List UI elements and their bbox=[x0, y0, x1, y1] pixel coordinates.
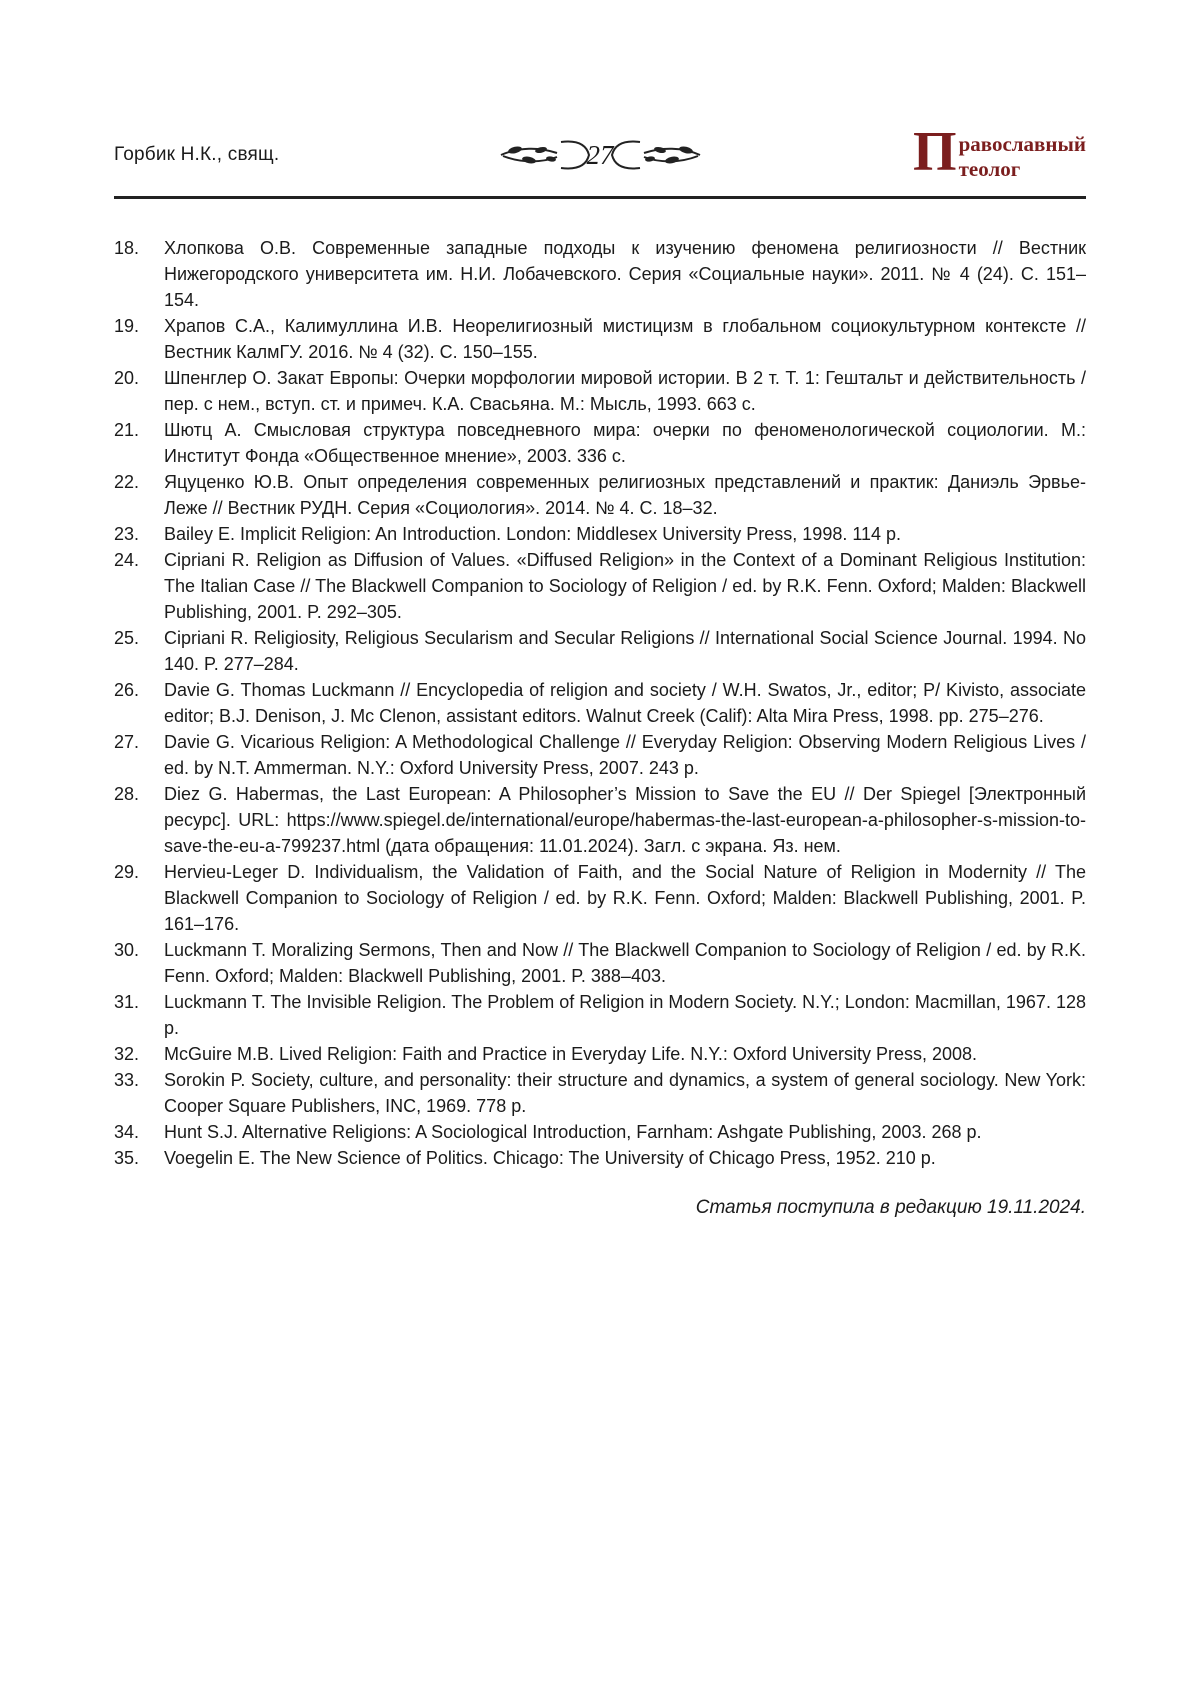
reference-item bbox=[114, 989, 1086, 1041]
reference-text: Хлопкова О.В. Современные западные подходы к изучению феномена религиозности // Вестник Нижегородского университета им. Н.И. Лобачевского. Серия «Социальные науки». 2011. № 4 (24). С. 151–154. bbox=[164, 238, 1086, 310]
reference-item bbox=[114, 625, 1086, 677]
reference-number: 21. bbox=[114, 420, 140, 440]
journal-logo-line1: равославный bbox=[958, 131, 1086, 156]
reference-number: 31. bbox=[114, 992, 140, 1012]
reference-text: Шютц А. Смысловая структура повседневного мира: очерки по феноменологической социологии. М.: Институт Фонда «Общественное мнение», 2003. 336 с. bbox=[164, 420, 1086, 466]
reference-item bbox=[114, 859, 1086, 937]
reference-item bbox=[114, 417, 1086, 469]
reference-item bbox=[114, 1067, 1086, 1119]
reference-item bbox=[114, 547, 1086, 625]
reference-text: Luckmann T. The Invisible Religion. The Problem of Religion in Modern Society. N.Y.; London: Macmillan, 1967. 128 p. bbox=[164, 992, 1086, 1038]
reference-text: Cipriani R. Religion as Diffusion of Values. «Diffused Religion» in the Context of a Dominant Religious Institution: The Italian Case // The Blackwell Companion to Sociology of Religion / ed. by R.K. Fenn. Oxford; Malden: Blackwell Publishing, 2001. P. 292–305. bbox=[164, 550, 1086, 622]
running-head-author: Горбик Н.К., свящ. bbox=[114, 144, 280, 165]
page-header bbox=[114, 120, 1086, 184]
reference-text: Bailey E. Implicit Religion: An Introduction. London: Middlesex University Press, 1998. 114 p. bbox=[164, 524, 902, 544]
reference-text: Храпов С.А., Калимуллина И.В. Неорелигиозный мистицизм в глобальном социокультурном контексте // Вестник КалмГУ. 2016. № 4 (32). С. 150–155. bbox=[164, 316, 1086, 362]
journal-logo-line2: теолог bbox=[958, 156, 1021, 181]
reference-number: 18. bbox=[114, 238, 140, 258]
reference-text: Шпенглер О. Закат Европы: Очерки морфологии мировой истории. В 2 т. Т. 1: Гештальт и действительность / пер. с нем., вступ. ст. и примеч. К.А. Свасьяна. М.: Мысль, 1993. 663 с. bbox=[164, 368, 1086, 414]
reference-number: 23. bbox=[114, 524, 140, 544]
page-number-ornament bbox=[499, 137, 702, 173]
journal-logo-initial: П bbox=[913, 120, 957, 183]
reference-item bbox=[114, 313, 1086, 365]
header-rule bbox=[114, 196, 1086, 199]
submission-note: Статья поступила в редакцию 19.11.2024. bbox=[695, 1197, 1086, 1218]
reference-text: Яцуценко Ю.В. Опыт определения современных религиозных представлений и практик: Даниэль Эрвье-Леже // Вестник РУДН. Серия «Социология». 2014. № 4. С. 18–32. bbox=[164, 472, 1086, 518]
flourish-left-icon bbox=[499, 137, 591, 173]
reference-number: 26. bbox=[114, 680, 140, 700]
reference-item bbox=[114, 1119, 1086, 1145]
reference-number: 25. bbox=[114, 628, 140, 648]
reference-text: Sorokin P. Society, culture, and personality: their structure and dynamics, a system of general sociology. New York: Cooper Square Publishers, INC, 1969. 778 p. bbox=[164, 1070, 1086, 1116]
reference-number: 34. bbox=[114, 1122, 140, 1142]
reference-item bbox=[114, 1145, 1086, 1171]
reference-text: McGuire M.B. Lived Religion: Faith and Practice in Everyday Life. N.Y.: Oxford University Press, 2008. bbox=[164, 1044, 978, 1064]
reference-number: 29. bbox=[114, 862, 140, 882]
reference-number: 24. bbox=[114, 550, 140, 570]
reference-item bbox=[114, 521, 1086, 547]
reference-item bbox=[114, 729, 1086, 781]
reference-text: Luckmann T. Moralizing Sermons, Then and Now // The Blackwell Companion to Sociology of Religion / ed. by R.K. Fenn. Oxford; Malden: Blackwell Publishing, 2001. P. 388–403. bbox=[164, 940, 1086, 986]
page-number: 27 bbox=[586, 139, 614, 170]
reference-text: Hunt S.J. Alternative Religions: A Sociological Introduction, Farnham: Ashgate Publishing, 2003. 268 p. bbox=[164, 1122, 982, 1142]
reference-number: 27. bbox=[114, 732, 140, 752]
reference-number: 22. bbox=[114, 472, 140, 492]
reference-item bbox=[114, 677, 1086, 729]
reference-text: Davie G. Thomas Luckmann // Encyclopedia of religion and society / W.H. Swatos, Jr., editor; P/ Kivisto, associate editor; B.J. Denison, J. Mc Clenon, assistant editors. Walnut Creek (Calif): Alta Mira Press, 1998. pp. 275–276. bbox=[164, 680, 1086, 726]
reference-item bbox=[114, 469, 1086, 521]
reference-number: 28. bbox=[114, 784, 140, 804]
reference-item bbox=[114, 1041, 1086, 1067]
reference-item bbox=[114, 235, 1086, 313]
reference-number: 35. bbox=[114, 1148, 140, 1168]
reference-number: 32. bbox=[114, 1044, 140, 1064]
journal-logo-title bbox=[959, 132, 1086, 182]
reference-number: 30. bbox=[114, 940, 140, 960]
flourish-right-icon bbox=[610, 137, 702, 173]
reference-item bbox=[114, 365, 1086, 417]
reference-text: Diez G. Habermas, the Last European: A Philosopher’s Mission to Save the EU // Der Spiegel [Электронный ресурс]. URL: https://www.spiegel.de/international/europe/habermas-the-last-european-a-philosopher-s-mission-to-save-the-eu-a-799237.html (дата обращения: 11.01.2024). Загл. с экрана. Яз. нем. bbox=[164, 784, 1086, 856]
reference-number: 33. bbox=[114, 1070, 140, 1090]
reference-text: Hervieu-Leger D. Individualism, the Validation of Faith, and the Social Nature of Religion in Modernity // The Blackwell Companion to Sociology of Religion / ed. by R.K. Fenn. Oxford; Malden: Blackwell Publishing, 2001. P. 161–176. bbox=[164, 862, 1086, 934]
reference-text: Davie G. Vicarious Religion: A Methodological Challenge // Everyday Religion: Observing Modern Religious Lives / ed. by N.T. Ammerman. N.Y.: Oxford University Press, 2007. 243 p. bbox=[164, 732, 1086, 778]
reference-number: 20. bbox=[114, 368, 140, 388]
reference-number: 19. bbox=[114, 316, 140, 336]
journal-logo bbox=[786, 120, 1086, 183]
references-list bbox=[114, 235, 1086, 1171]
reference-item bbox=[114, 937, 1086, 989]
reference-text: Voegelin E. The New Science of Politics. Chicago: The University of Chicago Press, 1952. 210 p. bbox=[164, 1148, 936, 1168]
reference-item bbox=[114, 781, 1086, 859]
reference-text: Cipriani R. Religiosity, Religious Secularism and Secular Religions // International Social Science Journal. 1994. No 140. P. 277–284. bbox=[164, 628, 1086, 674]
